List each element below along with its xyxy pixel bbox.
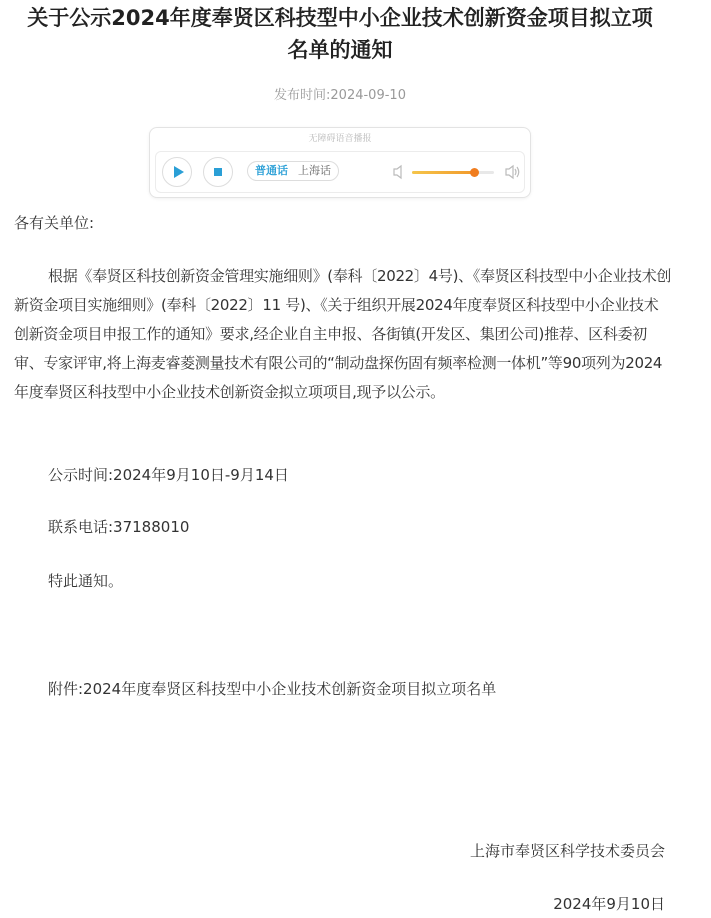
play-button[interactable] bbox=[162, 157, 192, 187]
attachment-link[interactable]: 附件:2024年度奉贤区科技型中小企业技术创新资金项目拟立项名单 bbox=[48, 680, 497, 698]
stop-button[interactable] bbox=[203, 157, 233, 187]
page-title: 关于公示2024年度奉贤区科技型中小企业技术创新资金项目拟立项名单的通知 bbox=[27, 6, 653, 62]
volume-slider-fill bbox=[412, 171, 474, 174]
dialect-shanghainese-option[interactable]: 上海话 bbox=[298, 164, 331, 177]
volume-low-icon bbox=[392, 164, 406, 180]
player-caption: 无障碍语音播报 bbox=[308, 134, 372, 144]
volume-slider[interactable] bbox=[412, 171, 494, 174]
signature-date: 2024年9月10日 bbox=[553, 895, 665, 913]
player-controls bbox=[155, 151, 525, 193]
contact-phone: 联系电话:37188010 bbox=[48, 518, 190, 536]
volume-high-icon bbox=[504, 164, 522, 180]
dialect-switch bbox=[247, 161, 339, 181]
signature-organization: 上海市奉贤区科学技术委员会 bbox=[469, 842, 665, 860]
salutation: 各有关单位: bbox=[14, 214, 95, 232]
play-icon bbox=[163, 158, 191, 186]
dialect-mandarin-option[interactable]: 普通话 bbox=[255, 164, 288, 177]
voice-player bbox=[149, 127, 531, 198]
volume-slider-handle[interactable] bbox=[470, 168, 479, 177]
body-paragraph: 根据《奉贤区科技创新资金管理实施细则》(奉科〔2022〕4号)、《奉贤区科技型中小企业技术创新资金项目实施细则》(奉科〔2022〕11 号)、《关于组织开展2024年度奉贤区科技型中小企业技术创新资金项目申报工作的通知》要求,经企业自主申报、各街镇(开发区、集团公司)推荐、区科委初审、专家评审,将上海麦睿菱测量技术有限公司的“制动盘探伤固有频率检测一体机”等90项列为2024年度奉贤区科技型中小企业技术创新资金拟立项项目,现予以公示。 bbox=[14, 267, 672, 401]
notice-period: 公示时间:2024年9月10日-9月14日 bbox=[48, 466, 289, 484]
stop-icon bbox=[204, 158, 232, 186]
publish-time: 发布时间:2024-09-10 bbox=[274, 88, 406, 103]
closing-remark: 特此通知。 bbox=[48, 572, 124, 590]
